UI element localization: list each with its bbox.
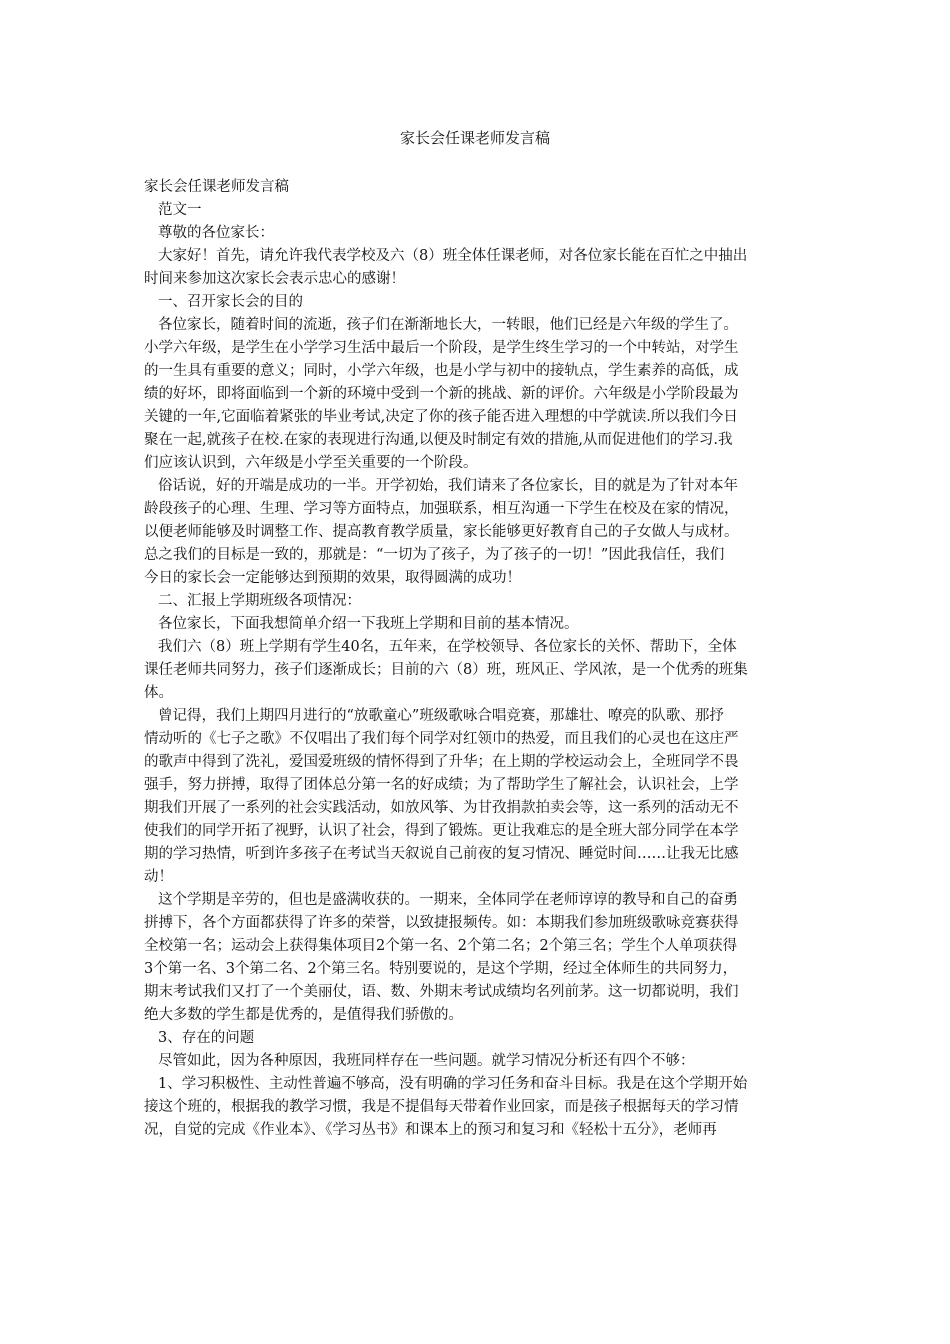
text-line: 期的学习热情，听到许多孩子在考试当天叙说自己前夜的复习情况、睡觉时间……让我无比感	[144, 846, 739, 862]
text-line: 以便老师能够及时调整工作、提高教育教学质量，家长能够更好教育自己的子女做人与成材。	[144, 524, 739, 540]
text-line: 尊敬的各位家长：	[158, 225, 274, 241]
text-line: 接这个班的，根据我的教学习惯，我是不提倡每天带着作业回家，而是孩子根据每天的学习情	[144, 1099, 739, 1115]
text-line: 曾记得，我们上期四月进行的“放歌童心”班级歌咏合唱竞赛，那雄壮、嘹亮的队歌、那抒	[158, 708, 724, 724]
text-line: 动！	[144, 869, 173, 885]
text-line: 俗话说，好的开端是成功的一半。开学初始，我们请来了各位家长，目的就是为了针对本年	[158, 478, 738, 494]
text-line: 大家好！首先，请允许我代表学校及六（8）班全体任课老师，对各位家长能在百忙之中抽出	[158, 248, 748, 264]
text-line: 聚在一起,就孩子在校.在家的表现进行沟通,以便及时制定有效的措施,从而促进他们的学习.我	[144, 432, 733, 448]
text-line: 期我们开展了一系列的社会实践活动，如放风筝、为甘孜捐款拍卖会等，这一系列的活动无不	[144, 800, 739, 816]
text-line: 的歌声中得到了洗礼，爱国爱班级的情怀得到了升华；在上期的学校运动会上，全班同学不畏	[144, 754, 739, 770]
text-line: 3、存在的问题	[158, 1030, 255, 1046]
text-line: 时间来参加这次家长会表示忠心的感谢！	[144, 271, 405, 287]
text-line: 小学六年级，是学生在小学学习生活中最后一个阶段，是学生终生学习的一个中转站，对学生	[144, 340, 739, 356]
text-line: 龄段孩子的心理、生理、学习等方面特点，加强联系，相互沟通一下学生在校及在家的情况，	[144, 501, 739, 517]
text-line: 情动听的《七子之歌》不仅唱出了我们每个同学对红领巾的热爱，而且我们的心灵也在这庄严	[144, 731, 739, 747]
document-body	[144, 176, 808, 1142]
text-line: 的一生具有重要的意义；同时，小学六年级，也是小学与初中的接轨点，学生素养的高低，成	[144, 363, 739, 379]
text-line: 各位家长，下面我想简单介绍一下我班上学期和目前的基本情况。	[158, 616, 579, 632]
text-line: 这个学期是辛劳的，但也是盛满收获的。一期来，全体同学在老师谆谆的教导和自己的奋勇	[158, 892, 738, 908]
text-line: 关键的一年,它面临着紧张的毕业考试,决定了你的孩子能否进入理想的中学就读.所以我们今日	[144, 409, 738, 425]
text-line: 各位家长，随着时间的流逝，孩子们在渐渐地长大，一转眼，他们已经是六年级的学生了。	[158, 317, 738, 333]
text-line: 1、学习积极性、主动性普遍不够高，没有明确的学习任务和奋斗目标。我是在这个学期开始	[158, 1076, 748, 1092]
text-line: 课任老师共同努力，孩子们逐渐成长；目前的六（8）班，班风正、学风浓，是一个优秀的班集	[144, 662, 748, 678]
text-line: 我们六（8）班上学期有学生40名，五年来，在学校领导、各位家长的关怀、帮助下，全体	[158, 639, 737, 655]
text-line: 今日的家长会一定能够达到预期的效果，取得圆满的成功！	[144, 570, 521, 586]
text-line: 强手，努力拼搏，取得了团体总分第一名的好成绩；为了帮助学生了解社会，认识社会，上学	[144, 777, 739, 793]
text-line: 况，自觉的完成《作业本》、《学习丛书》和课本上的预习和复习和《轻松十五分》，老师再	[144, 1122, 717, 1138]
text-line: 一、召开家长会的目的	[158, 294, 303, 310]
document-title: 家长会任课老师发言稿	[399, 129, 550, 147]
text-line: 拼搏下，各个方面都获得了许多的荣誉，以致捷报频传。如：本期我们参加班级歌咏竞赛获得	[144, 915, 739, 931]
text-line: 二、汇报上学期班级各项情况：	[158, 593, 361, 609]
text-line: 全校第一名；运动会上获得集体项目2个第一名、2个第二名；2个第三名；学生个人单项获得	[144, 938, 738, 954]
text-line: 使我们的同学开拓了视野，认识了社会，得到了锻炼。更让我难忘的是全班大部分同学在本学	[144, 823, 739, 839]
text-line: 尽管如此，因为各种原因，我班同样存在一些问题。就学习情况分析还有四个不够：	[158, 1053, 695, 1069]
text-line: 家长会任课老师发言稿	[144, 179, 289, 195]
text-line: 总之我们的目标是一致的，那就是：“一切为了孩子，为了孩子的一切！”因此我信任，我们	[144, 547, 725, 563]
text-line: 3个第一名、3个第二名、2个第三名。特别要说的，是这个学期，经过全体师生的共同努力，	[144, 961, 738, 977]
text-line: 绩的好坏，即将面临到一个新的环境中受到一个新的挑战、新的评价。六年级是小学阶段最为	[144, 386, 739, 402]
text-line: 绝大多数的学生都是优秀的，是值得我们骄傲的。	[144, 1007, 463, 1023]
text-line: 体。	[144, 685, 173, 701]
text-line: 范文一	[158, 202, 202, 218]
text-line: 们应该认识到，六年级是小学至关重要的一个阶段。	[144, 455, 478, 471]
text-line: 期末考试我们又打了一个美丽仗，语、数、外期末考试成绩均名列前茅。这一切都说明，我们	[144, 984, 739, 1000]
